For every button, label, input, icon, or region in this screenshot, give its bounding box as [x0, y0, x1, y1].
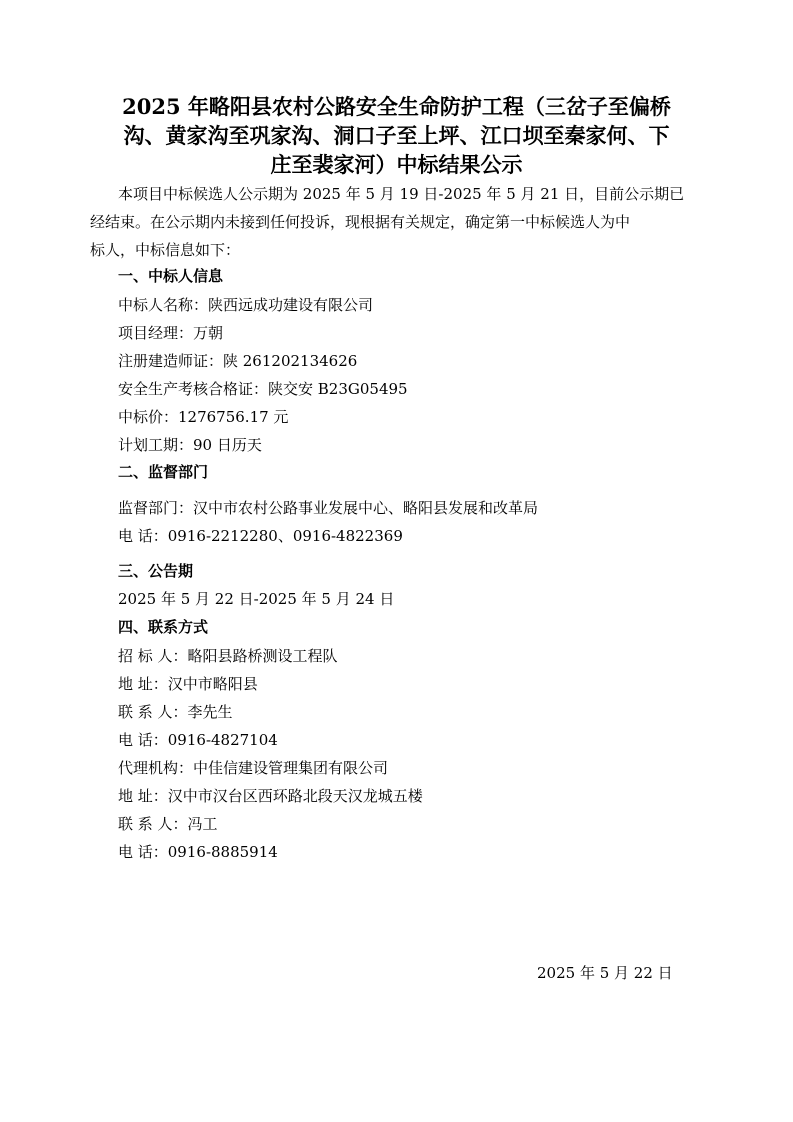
- intro-line-2: 经结束。在公示期内未接到任何投诉，现根据有关规定，确定第一中标候选人为中: [90, 213, 631, 231]
- title-line-3: 庄至裴家河）中标结果公示: [270, 152, 523, 177]
- supervision-phone: 电 话：0916-2212280、0916-4822369: [118, 527, 403, 545]
- intro-line-1: 本项目中标候选人公示期为 2025 年 5 月 19 日-2025 年 5 月 21 日，目前公示期已: [118, 185, 685, 203]
- winning-price: 中标价：1276756.17 元: [118, 408, 289, 426]
- section-2-heading: 二、监督部门: [118, 463, 209, 481]
- safety-certificate: 安全生产考核合格证：陕交安 B23G05495: [118, 380, 408, 398]
- agency-phone: 电 话：0916-8885914: [118, 843, 278, 861]
- section-1-heading: 一、中标人信息: [118, 267, 224, 285]
- agency-contact: 联 系 人：冯工: [118, 815, 218, 833]
- tenderer-address: 地 址：汉中市略阳县: [118, 675, 258, 693]
- agency-name: 代理机构：中佳信建设管理集团有限公司: [118, 759, 389, 777]
- planned-duration: 计划工期：90 日历天: [118, 436, 262, 454]
- publish-date: 2025 年 5 月 22 日: [537, 964, 673, 982]
- supervision-dept: 监督部门：汉中市农村公路事业发展中心、略阳县发展和改革局: [118, 499, 539, 517]
- document-title: [90, 92, 703, 179]
- winner-name: 中标人名称：陕西远成功建设有限公司: [118, 296, 374, 314]
- announcement-period: 2025 年 5 月 22 日-2025 年 5 月 24 日: [118, 590, 395, 608]
- section-3-heading: 三、公告期: [118, 562, 194, 580]
- tenderer-name: 招 标 人：略阳县路桥测设工程队: [118, 647, 338, 665]
- tenderer-contact: 联 系 人：李先生: [118, 703, 233, 721]
- intro-paragraph: [90, 180, 718, 264]
- title-line-1: 2025 年略阳县农村公路安全生命防护工程（三岔子至偏桥: [122, 94, 671, 119]
- agency-address: 地 址：汉中市汉台区西环路北段天汉龙城五楼: [118, 787, 423, 805]
- engineer-certificate: 注册建造师证：陕 261202134626: [118, 352, 358, 370]
- project-manager: 项目经理：万朝: [118, 324, 224, 342]
- title-line-2: 沟、黄家沟至巩家沟、洞口子至上坪、江口坝至秦家何、下: [123, 123, 670, 148]
- tenderer-phone: 电 话：0916-4827104: [118, 731, 278, 749]
- intro-line-3: 标人，中标信息如下：: [90, 241, 241, 259]
- section-4-heading: 四、联系方式: [118, 618, 209, 636]
